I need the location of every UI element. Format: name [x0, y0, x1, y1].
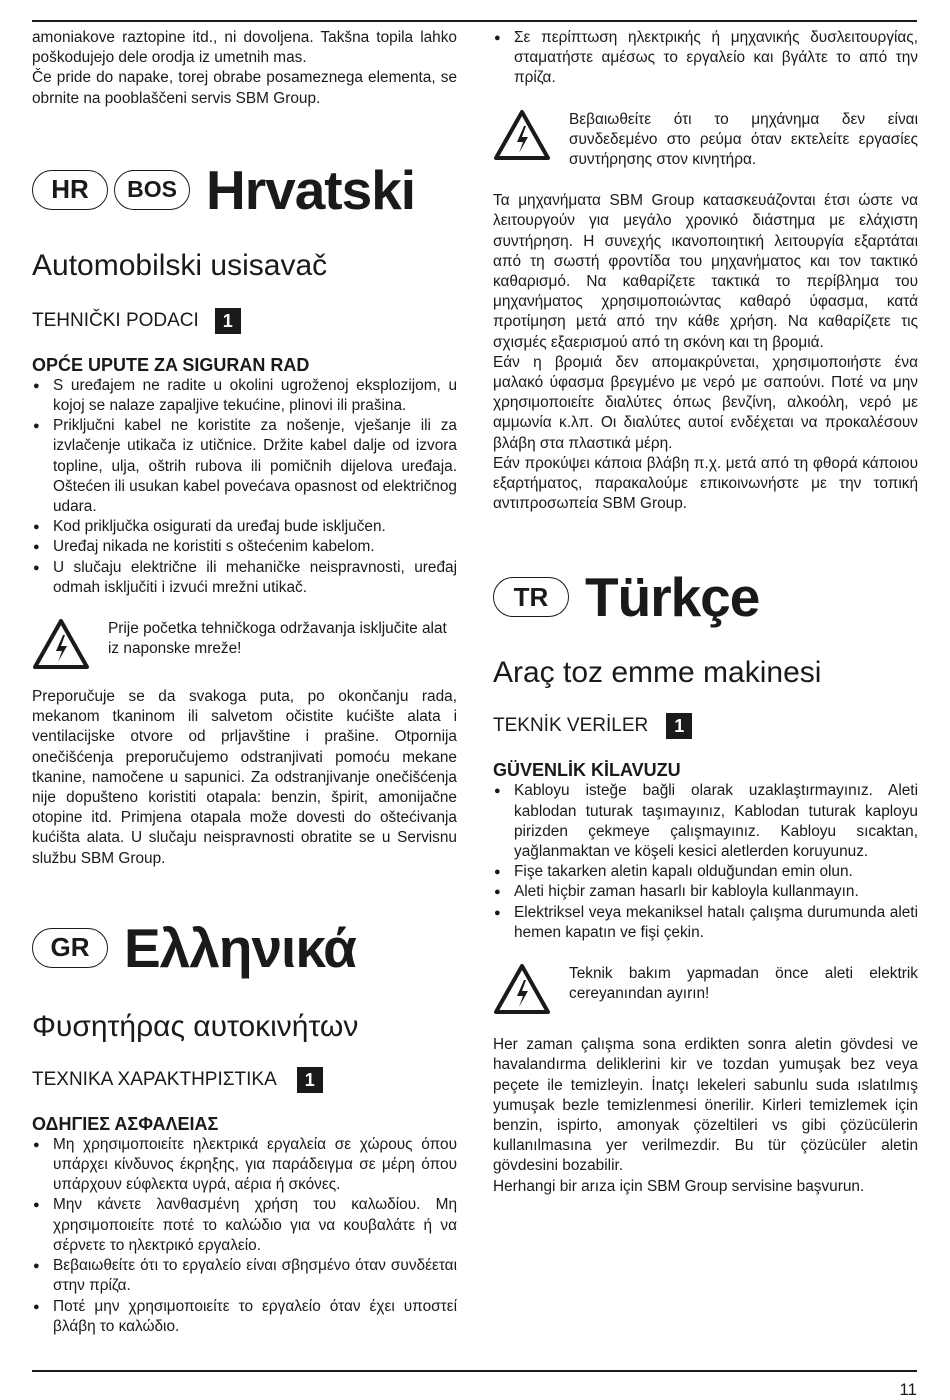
tr-maintenance-text: Herhangi bir arıza için SBM Group servisine başvurun.: [493, 1177, 865, 1195]
tr-tech-heading: [493, 713, 918, 739]
tr-language-title: Türkçe: [585, 566, 760, 629]
list-item: ● Elektriksel veya mekaniksel hatalı çalışma durumunda aleti hemen kapatın ve fişi çekin.: [493, 903, 918, 943]
gr-maintenance-text: Τα μηχανήματα SBM Group κατασκευάζονται έτσι ώστε να λειτουργούν για μεγάλο χρονικό διάστημα με ελάχιστη συντήρηση. Η συνεχής ικανοποιητική λειτουργία εξαρτάται από τη σωστή φροντίδα του μηχανήματος και τον τακτικό καθαρισμό. Να καθαρίζετε τακτικά το περίβλημα του μηχανήματος χρησιμοποιώντας καθαρό ύφασμα, κατά προτίμηση μετά από την κάθε χρήση. Να καθαρίζετε τις σχισμές εξαερισμού από τη σκόνη και τη βρομιά.: [493, 192, 918, 351]
tr-safety-heading: GÜVENLİK KİLAVUZU: [493, 760, 681, 781]
left-column: [32, 28, 457, 1337]
list-item: ● Μην κάνετε λανθασμένη χρήση του καλωδίου. Μη χρησιμοποιείτε ποτέ το καλώδιο για να κουβαλάτε ή να σέρνετε το ηλεκτρικό εργαλείο.: [32, 1195, 457, 1256]
tr-warning-text: Teknik bakım yapmadan önce aleti elektrik cereyanından ayırın!: [569, 965, 918, 1003]
gr-maintenance-text: Εάν η βρομιά δεν απομακρύνεται, χρησιμοποιήστε ένα μαλακό ύφασμα βρεγμένο με νερό με σαπούνι. Ποτέ να μην χρησιμοποιείτε διαλύτες όπως βενζίνη, αλκοόλη, νερό με αμμωνία κ.λπ. Οι διαλύτες αυτοί ενδέχεται να προκαλέσουν βλάβη στα πλαστικά μέρη.: [493, 353, 918, 452]
warning-triangle-icon: [493, 963, 551, 1015]
hr-language-title: Hrvatski: [206, 158, 416, 221]
gr-safety-heading: ΟΔΗΓΙΕΣ ΑΣΦΑΛΕΙΑΣ: [32, 1113, 219, 1134]
hr-language-header: [32, 159, 457, 221]
tr-language-header: [493, 566, 918, 628]
list-item: ● Fişe takarken aletin kapalı olduğundan emin olun.: [493, 862, 918, 882]
tr-badge: TR: [493, 577, 569, 617]
gr-warning-text: Βεβαιωθείτε ότι το μηχάνημα δεν είναι συνδεδεμένο στο ρεύμα όταν εκτελείτε εργασίες συντήρησης στον κινητήρα.: [569, 110, 918, 169]
bottom-rule: [32, 1370, 917, 1372]
gr-language-title: Ελληνικά: [124, 916, 356, 979]
list-item: ● Aleti hiçbir zaman hasarlı bir kabloyla kullanmayın.: [493, 882, 918, 902]
tr-warning: [493, 963, 918, 1015]
gr-tech-heading: [32, 1067, 457, 1093]
hr-warning-text: Prije početka tehničkoga održavanja isključite alat iz naponske mreže!: [108, 620, 447, 658]
hr-safety-heading: OPĆE UPUTE ZA SIGURAN RAD: [32, 354, 310, 375]
gr-language-header: [32, 917, 457, 979]
tr-product-title: Araç toz emme makinesi: [493, 656, 822, 690]
top-rule: [32, 20, 917, 22]
list-item: ● Βεβαιωθείτε ότι το εργαλείο είναι σβησμένο όταν συνδέεται στην πρίζα.: [32, 1256, 457, 1296]
list-item: ● Kabloyu isteğe bağli olarak uzaklaştırmayınız. Aleti kablodan tuturak taşımayınız, Kablodan tuturak kaployu pirizden çekmeye çalışmayınız. Kabloyu sıcaktan, yağlanmaktan ve köşeli kesici aletlerden koruyunuz.: [493, 781, 918, 862]
gr-tech-heading-label: ΤΕΧΝΙΚΑ ΧΑΡΑΚΤΗΡΙΣΤΙΚΑ: [32, 1068, 277, 1090]
gr-maintenance-text: Εάν προκύψει κάποια βλάβη π.χ. μετά από τη φθορά κάποιου εξαρτήματος, παρακαλούμε επικοινωνήστε με την τοπική αντιπροσωπεία SBM Group.: [493, 454, 918, 513]
list-item: ● Σε περίπτωση ηλεκτρικής ή μηχανικής δυσλειτουργίας, σταματήστε αμέσως το εργαλείο και βγάλτε το από την πρίζα.: [493, 28, 918, 89]
slovenian-paragraph: amoniakove raztopine itd., ni dovoljena. Takšna topila lahko poškodujejo dele orodja iz umetnih mas.: [32, 29, 457, 67]
hr-maintenance-text: Preporučuje se da svakoga puta, po okončanju rada, mekanom tkaninom ili salvetom očistite kućište alata i ventilacijske otvore od prljavštine i prašine. Otpornija onečišćenja preporučujemo odstranjivati pomoću mekane tkanine, namočene u sapunici. Za odstranjivanje onečišćenja nije dopušteno koristiti otapala: benzin, špirit, amonijačne otopine itd. Primjena otapala može dovesti do oštećivanja kućišta alata. U slučaju neispravnosti obratite se u Servisnu službu SBM Group.: [32, 688, 457, 867]
tr-maintenance-text: Her zaman çalışma sona erdikten sonra aletin gövdesi ve havalandırma deliklerini kir ve tozdan yumuşak bez veya peçete ile temizleyin. İnatçı lekeleri sabunlu suda ıslatılmış yumuşak bezle temizlenmesi önerilir. Kirleri temizlemek için benzin, ispirto, amonyak çözeltileri vs gibi çözücülerin kullanılmasına yer verilmezdir. Bu tür çözücüler aletin gövdesini bozabilir.: [493, 1036, 918, 1175]
tr-safety-list: [493, 781, 918, 943]
hr-tech-heading: [32, 308, 457, 334]
gr-tech-number-badge: 1: [297, 1067, 323, 1093]
gr-safety-list-continued: [493, 28, 918, 89]
hr-safety-list: [32, 376, 457, 598]
right-column: [493, 28, 918, 1197]
page-number: 11: [899, 1380, 917, 1399]
hr-warning: [32, 618, 457, 670]
gr-safety-list: [32, 1135, 457, 1337]
warning-triangle-icon: [493, 109, 551, 161]
list-item: ● Ποτέ μην χρησιμοποιείτε το εργαλείο όταν έχει υποστεί βλάβη το καλώδιο.: [32, 1297, 457, 1337]
list-item: ● Μη χρησιμοποιείτε ηλεκτρικά εργαλεία σε χώρους όπου υπάρχει κίνδυνος έκρηξης, για παράδειγμα σε μέρη όπου υπάρχουν εύφλεκτα υγρά, αέρια ή σκόνες.: [32, 1135, 457, 1196]
list-item: ● Kod priključka osigurati da uređaj bude isključen.: [32, 517, 457, 537]
hr-tech-number-badge: 1: [215, 308, 241, 334]
warning-triangle-icon: [32, 618, 90, 670]
tr-tech-number-badge: 1: [666, 713, 692, 739]
list-item: ● S uređajem ne radite u okolini ugroženoj eksplozijom, u kojoj se nalaze zapaljive tekućine, plinovi ili prašina.: [32, 376, 457, 416]
hr-badge: HR: [32, 170, 108, 210]
hr-product-title: Automobilski usisavač: [32, 248, 328, 282]
gr-product-title: Φυσητήρας αυτοκινήτων: [32, 1009, 359, 1043]
list-item: ● U slučaju električne ili mehaničke neispravnosti, uređaj odmah isključiti i izvući mrežni utikač.: [32, 558, 457, 598]
hr-tech-heading-label: TEHNIČKI PODACI: [32, 309, 199, 331]
slovenian-paragraph: Če pride do napake, torej obrabe posameznega elementa, se obrnite na pooblaščeni servis SBM Group.: [32, 69, 457, 107]
bos-badge: BOS: [114, 170, 190, 210]
gr-badge: GR: [32, 928, 108, 968]
list-item: ● Uređaj nikada ne koristiti s oštećenim kabelom.: [32, 537, 457, 557]
gr-warning: [493, 109, 918, 171]
list-item: ● Priključni kabel ne koristite za nošenje, vješanje ili za izvlačenje utikača iz utičnice. Držite kabel dalje od izvora topline, ulja, oštrih rubova ili pomičnih dijelova uređaja. Oštećen ili usukan kabel povećava opasnost od električnog udara.: [32, 416, 457, 517]
tr-tech-heading-label: TEKNİK VERİLER: [493, 715, 649, 737]
